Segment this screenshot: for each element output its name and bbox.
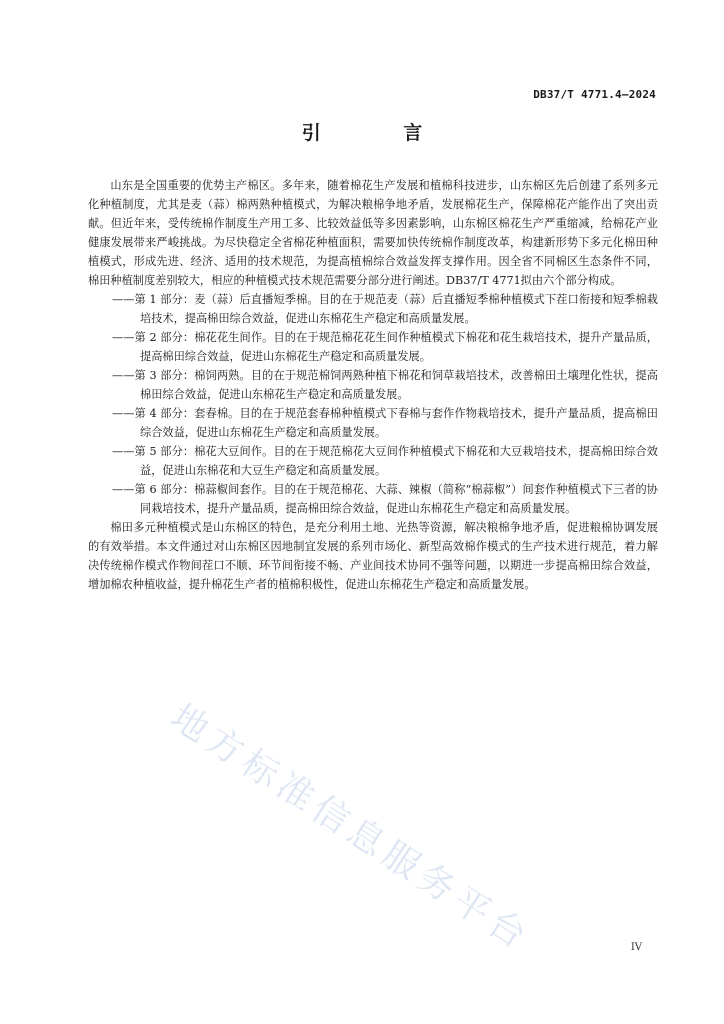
- part-1-item: ——第 1 部分：麦（蒜）后直播短季棉。目的在于规范麦（蒜）后直播短季棉种植模式下茬口衔接和短季棉栽培技术，提高棉田综合效益，促进山东棉花生产稳定和高质量发展。: [112, 293, 658, 325]
- closing-paragraph: 棉田多元种植模式是山东棉区的特色，是充分利用土地、光热等资源，解决粮棉争地矛盾，促进粮棉协调发展的有效举措。本文件通过对山东棉区因地制宜发展的系列市场化、新型高效棉作模式的生产技术进行规范，着力解决传统棉作模式作物间茬口不顺、环节间衔接不畅、产业间技术协同不强等问题，以期进一步提高棉田综合效益，增加棉农种植收益，提升棉花生产者的植棉积极性，促进山东棉花生产稳定和高质量发展。: [88, 521, 658, 591]
- watermark: 地方标准信息服务平台: [163, 696, 538, 960]
- part-6-item: ——第 6 部分：棉蒜椒间套作。目的在于规范棉花、大蒜、辣椒（简称“棉蒜椒”）间套作种植模式下三者的协同栽培技术，提升产量品质，提高棉田综合效益，促进山东棉花生产稳定和高质量发展。: [112, 483, 658, 515]
- document-code: DB37/T 4771.4—2024: [533, 88, 656, 101]
- part-3-item: ——第 3 部分：棉饲两熟。目的在于规范棉饲两熟种植下棉花和饲草栽培技术，改善棉田土壤理化性状，提高棉田综合效益，促进山东棉花生产稳定和高质量发展。: [112, 369, 658, 401]
- intro-paragraph: 山东是全国重要的优势主产棉区。多年来，随着棉花生产发展和植棉科技进步，山东棉区先后创建了系列多元化种植制度，尤其是麦（蒜）棉两熟种植模式，为解决粮棉争地矛盾，发展棉花生产，保障棉花产能作出了突出贡献。但近年来，受传统棉作制度生产用工多、比较效益低等多因素影响，山东棉区棉花生产严重缩减，给棉花产业健康发展带来严峻挑战。为尽快稳定全省棉花种植面积，需要加快传统棉作制度改革，构建新形势下多元化棉田种植模式，形成先进、经济、适用的技术规范，为提高植棉综合效益发挥支撑作用。因全省不同棉区生态条件不同，棉田种植制度差别较大，相应的种植模式技术规范需要分部分进行阐述。DB37/T 4771拟由六个部分构成。: [88, 179, 658, 287]
- section-title: 引 言: [301, 122, 461, 144]
- part-5-item: ——第 5 部分：棉花大豆间作。目的在于规范棉花大豆间作种植模式下棉花和大豆栽培技术，提高棉田综合效益，促进山东棉花和大豆生产稳定和高质量发展。: [112, 445, 658, 477]
- part-4-item: ——第 4 部分：套春棉。目的在于规范套春棉种植模式下春棉与套作作物栽培技术，提升产量品质，提高棉田综合效益，促进山东棉花生产稳定和高质量发展。: [112, 407, 658, 439]
- page-number: IV: [630, 942, 642, 953]
- parts-list: [88, 290, 658, 518]
- document-body: [88, 176, 658, 594]
- part-2-item: ——第 2 部分：棉花花生间作。目的在于规范棉花花生间作种植模式下棉花和花生栽培技术，提升产量品质，提高棉田综合效益，促进山东棉花生产稳定和高质量发展。: [112, 331, 658, 363]
